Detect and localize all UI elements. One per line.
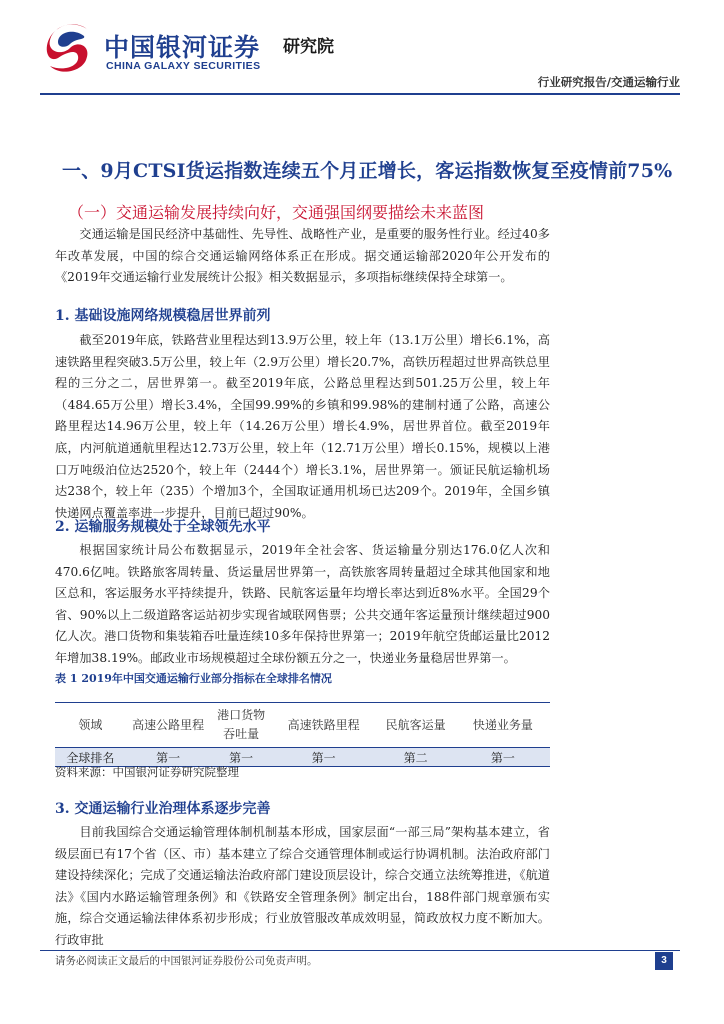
table-cell: 第二 <box>376 748 456 767</box>
section-title: 一、9月CTSI货运指数连续五个月正增长，客运指数恢复至疫情前75% <box>62 160 673 182</box>
header-divider <box>40 93 680 95</box>
section2-heading: 2. 运输服务规模处于全球领先水平 <box>55 519 271 535</box>
section2-paragraph: 根据国家统计局公布数据显示，2019年全社会客、货运输量分别达176.0亿人次和470.6亿吨。铁路旅客周转量、货运量居世界第一，高铁旅客周转量超过全球其他国家和地区总和，客运服务水平持续提升，铁路、民航客运量年均增长率达到近8%水平。全国29个省、90%以上二级道路客运站初步实现省域联网售票；公共交通年客运量预计继续超过900亿人次。港口货物和集装箱吞吐量连续10多年保持世界第一；2019年航空货邮运量比2012年增加38.19%。邮政业市场规模超过全球份额五分之一，快递业务量稳居世界第一。 <box>55 543 550 665</box>
table-header-cell: 高速铁路里程 <box>272 703 376 748</box>
table-cell: 第一 <box>272 748 376 767</box>
table-header-cell: 港口货物吞吐量 <box>211 703 272 748</box>
table-cell: 第一 <box>126 748 211 767</box>
table-header-cell: 民航客运量 <box>376 703 456 748</box>
table-header-cell: 快递业务量 <box>456 703 550 748</box>
subsection-title: （一）交通运输发展持续向好，交通强国纲要描绘未来蓝图 <box>68 203 485 222</box>
company-logo <box>40 18 340 80</box>
ranking-table <box>55 702 550 767</box>
intro-paragraph: 交通运输是国民经济中基础性、先导性、战略性产业，是重要的服务性行业。经过40多年改革发展，中国的综合交通运输网络体系正在形成。据交通运输部2020年公开发布的《2019年交通运输行业发展统计公报》相关数据显示，多项指标继续保持全球第一。 <box>55 227 550 285</box>
logo-english-name: CHINA GALAXY SECURITIES <box>106 60 261 72</box>
section1-heading: 1. 基础设施网络规模稳居世界前列 <box>55 308 271 324</box>
section3-paragraph: 目前我国综合交通运输管理体制机制基本形成，国家层面“一部三局”架构基本建立，省级层面已有17个省（区、市）基本建立了综合交通管理体制或运行协调机制。法治政府部门建设持续深化；完成了交通运输法治政府部门建设顶层设计，综合交通立法统筹推进，《航道法》《国内水路运输管理条例》和《铁路安全管理条例》制定出台，188件部门规章颁布实施，综合交通运输法律体系初步形成；行业放管服改革成效明显，简政放权力度不断加大。行政审批 <box>55 825 550 947</box>
logo-chinese-name: 中国银河证券 <box>104 33 261 62</box>
section3-heading: 3. 交通运输行业治理体系逐步完善 <box>55 801 271 817</box>
table-cell: 第一 <box>456 748 550 767</box>
galaxy-logo-icon <box>40 18 100 78</box>
footer-disclaimer: 请务必阅读正文最后的中国银河证券股份公司免责声明。 <box>55 955 318 967</box>
page-number: 3 <box>655 952 673 970</box>
table-header-cell: 领域 <box>55 703 126 748</box>
footer-divider <box>40 950 680 951</box>
table-cell: 第一 <box>211 748 272 767</box>
table-header-row <box>55 703 550 748</box>
report-type: 行业研究报告/交通运输行业 <box>537 75 680 89</box>
logo-institute: 研究院 <box>283 37 334 57</box>
table-caption: 表 1 2019年中国交通运输行业部分指标在全球排名情况 <box>55 672 332 685</box>
table-header-cell: 高速公路里程 <box>126 703 211 748</box>
section1-paragraph: 截至2019年底，铁路营业里程达到13.9万公里，较上年（13.1万公里）增长6.1%，高速铁路里程突破3.5万公里，较上年（2.9万公里）增长20.7%，高铁历程超过世界高铁总里程的三分之二，居世界第一。截至2019年底，公路总里程达到501.25万公里，较上年（484.65万公里）增长3.4%，全国99.99%的乡镇和99.98%的建制村通了公路，高速公路里程达14.96万公里，较上年（14.26万公里）增长4.9%，居世界首位。截至2019年底，内河航道通航里程达12.73万公里，较上年（12.71万公里）增长0.15%，规模以上港口万吨级泊位达2520个，较上年（2444个）增长3.1%，居世界第一。颁证民航运输机场达238个，较上年（235）个增加3个，全国取证通用机场已达209个。2019年，全国乡镇快递网点覆盖率进一步提升，目前已超过90%。 <box>55 333 550 520</box>
table-row-label: 全球排名 <box>55 748 126 767</box>
table-source: 资料来源：中国银河证券研究院整理 <box>55 765 239 779</box>
